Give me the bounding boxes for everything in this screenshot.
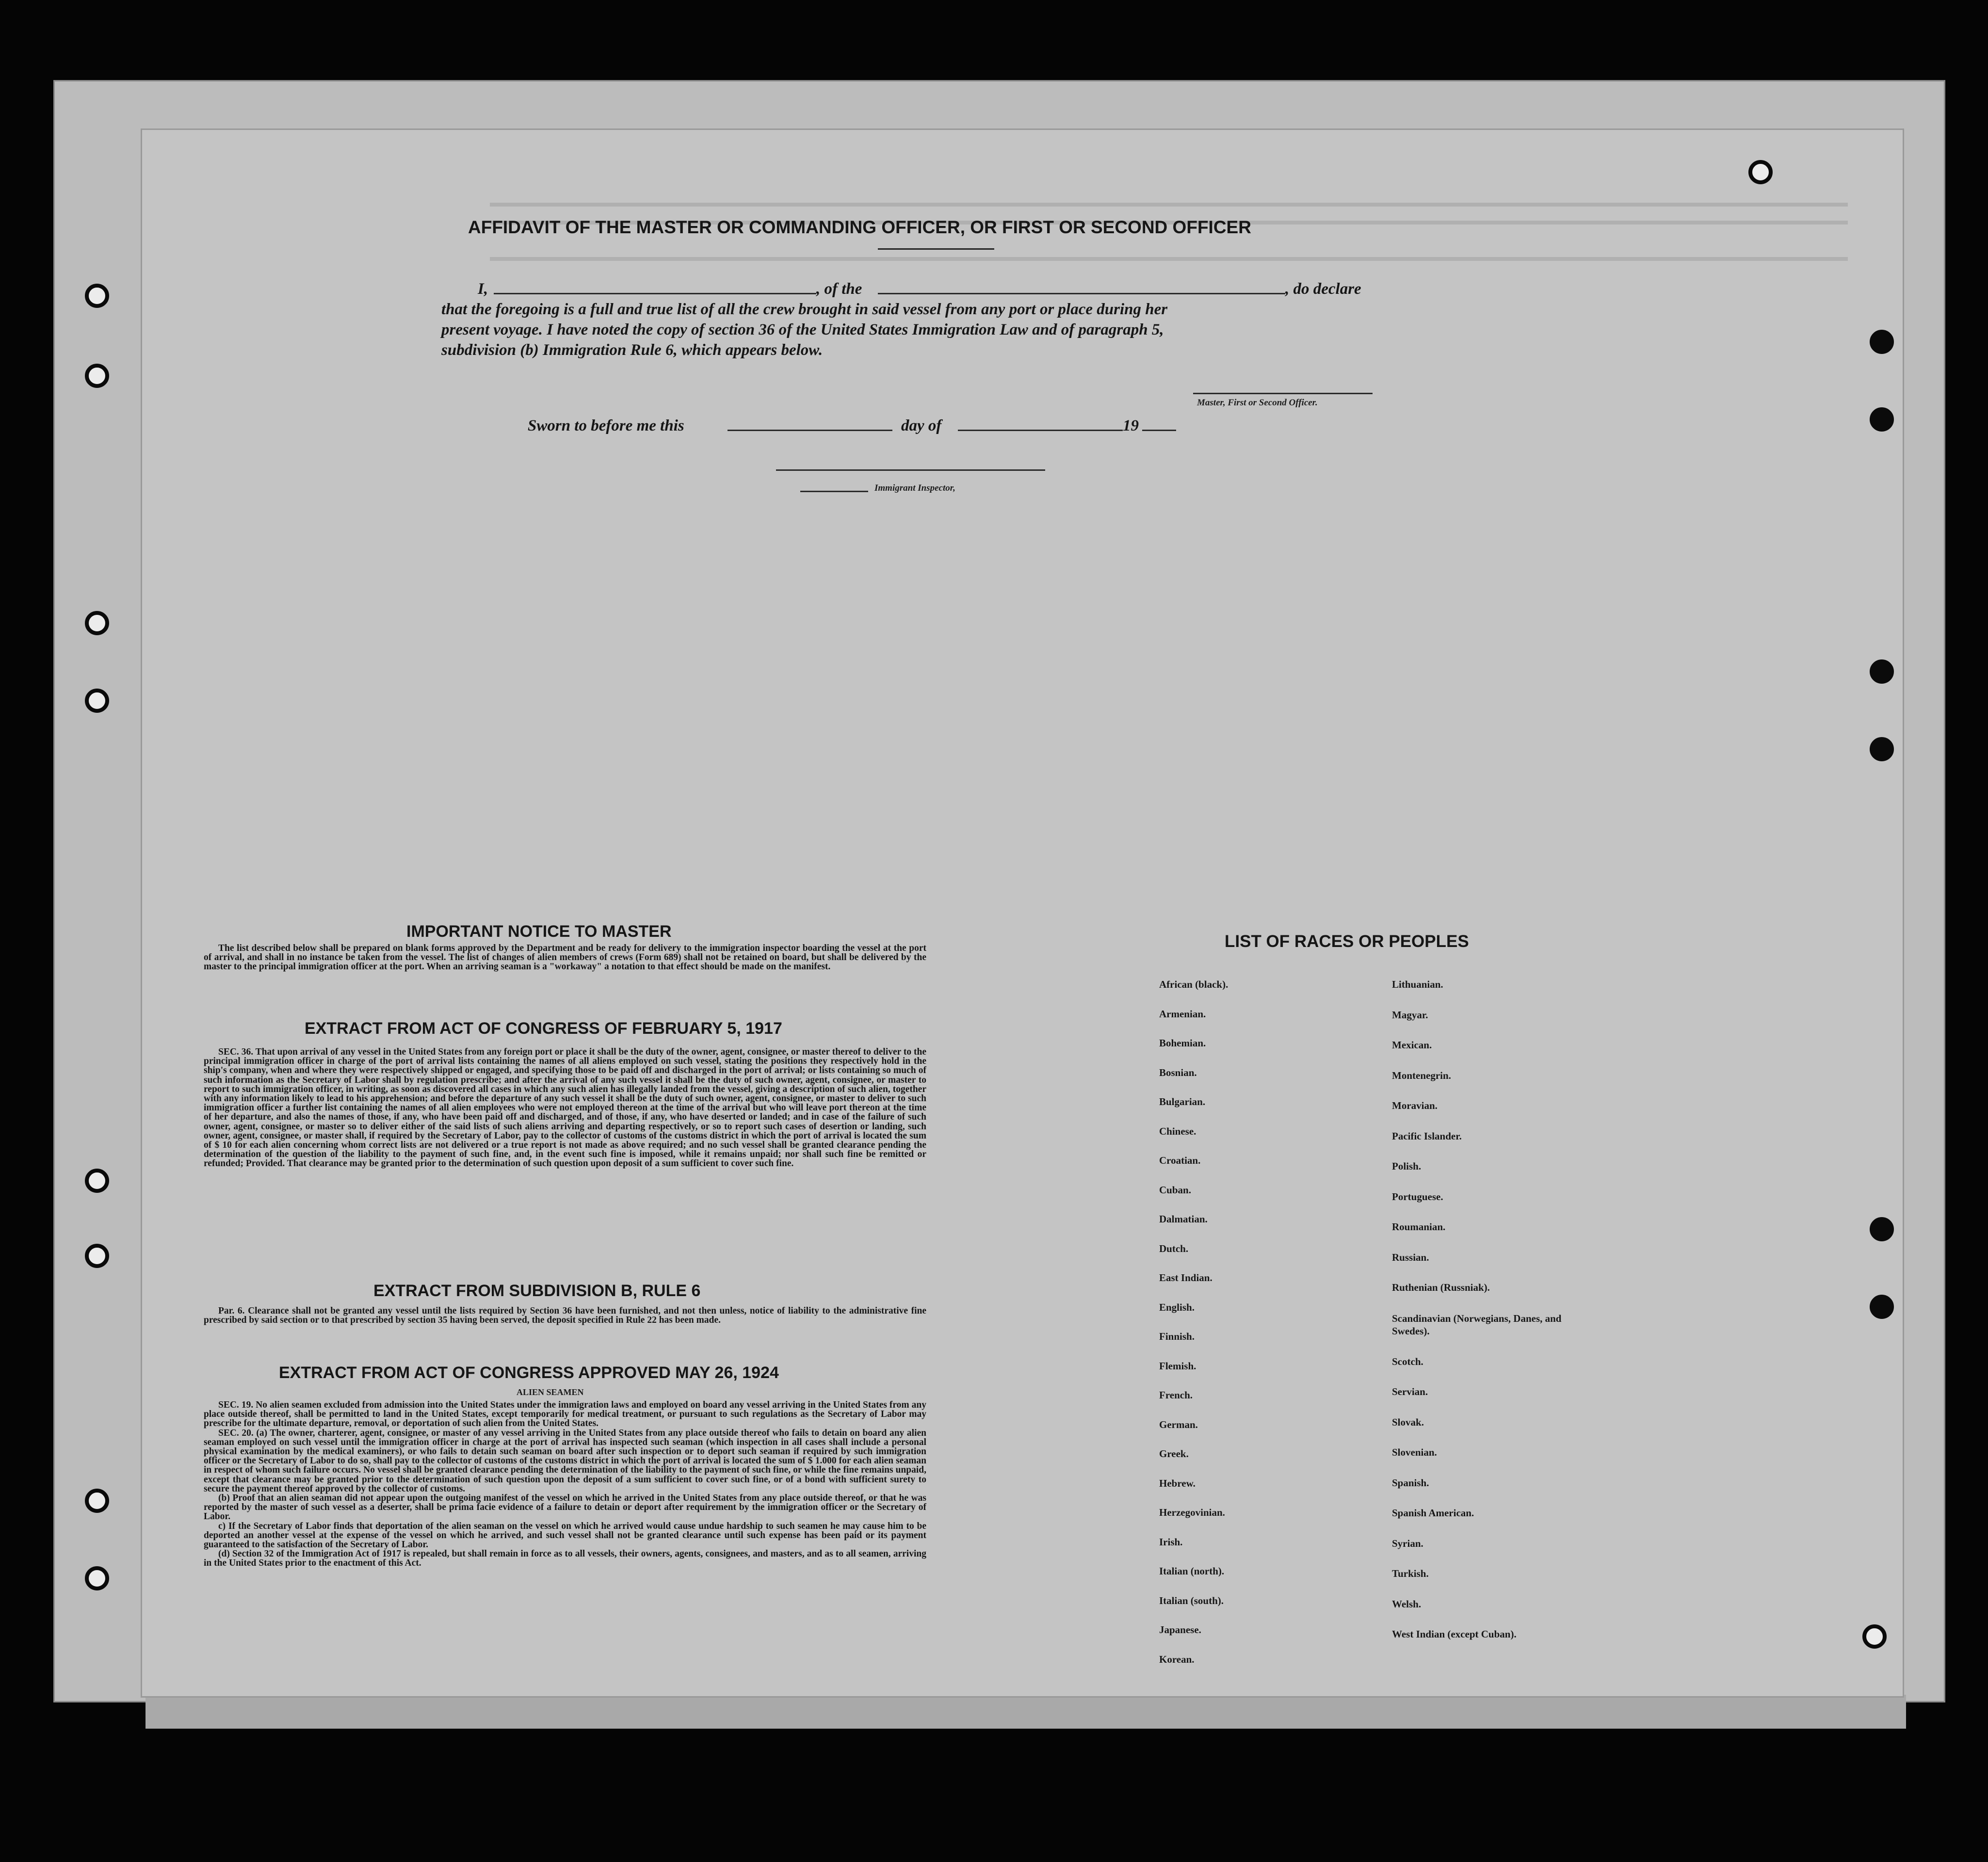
race-item: Bulgarian.: [1159, 1096, 1206, 1108]
sworn-label: Sworn to before me this: [528, 417, 684, 434]
race-item: Italian (south).: [1159, 1594, 1224, 1606]
affidavit-title: AFFIDAVIT OF THE MASTER OR COMMANDING OFFICER, OR FIRST OR SECOND OFFICER: [468, 217, 1251, 237]
extract-1917-text: SEC. 36. That upon arrival of any vessel in the United States from any foreign port or place it shall be the duty of the owner, agent, consignee, or master thereof to deliver to the principal immigration officer in charge of the port of arrival lists containing the names of all aliens employed on such vessel, stating the positions they respectively hold in the ship's company, when and where they were respectively shipped or engaged, and specifying those to be paid off and discharged in the port of arrival; or lists containing so much of such information as the Secretary of Labor shall by regulation prescribe; and after the arrival of any such vessel it shall be the duty of such owner, agent, consignee, or master to report to such immigration officer, in writing, as soon as discovered all cases in which any such alien has illegally landed from the vessel, giving a description of such alien, together with any information likely to lead to his apprehension; and before the departure of any such vessel it shall be the duty of such owner, agent, consignee, or master to deliver to such immigration officer a further list containing the names of all alien employees who were not employed thereon at the time of the arrival but who will leave port thereon at the time of her departure, and also the names of those, if any, who have been paid off and discharged, and of those, if any, who have deserted or landed; and in case of the failure of such owner, agent, consignee, or master so to deliver either of the said lists of such aliens arriving and departing respectively, or so to report such cases of desertion or landing, such owner, agent, consignee, or master shall, if required by the Secretary of Labor, pay to the collector of customs of the customs district in which the port of arrival is located the sum of $ 10 for each alien concerning whom correct lists are not delivered or a true report is not made as above required; and no such vessel shall be granted clearance pending the determination of the question of the liability to the payment of such fine, and, in the event such fine is imposed, while it remains unpaid; nor shall such fine be remitted or refunded; Provided. That clearance may be granted prior to the determination of such question upon deposit of a sum sufficient to cover such fine.: [204, 1047, 926, 1169]
master-signature-line: [1193, 393, 1373, 394]
race-item: Slovenian.: [1392, 1446, 1437, 1458]
inspector-label: Immigrant Inspector,: [874, 483, 955, 493]
race-item: Roumanian.: [1392, 1221, 1446, 1233]
extract-1917-text-block: [204, 1047, 926, 1169]
punch-hole: [1870, 1295, 1894, 1319]
punch-hole: [85, 611, 109, 635]
race-item: Bosnian.: [1159, 1066, 1197, 1078]
race-item: Scandinavian (Norwegians, Danes, and Swedes).: [1392, 1312, 1562, 1337]
show-through-line: [490, 257, 1848, 261]
punch-hole: [85, 364, 109, 388]
notice-title: IMPORTANT NOTICE TO MASTER: [406, 922, 672, 941]
race-item: Hebrew.: [1159, 1477, 1196, 1489]
race-item: Ruthenian (Russniak).: [1392, 1282, 1490, 1293]
punch-hole: [85, 1489, 109, 1513]
race-item: Korean.: [1159, 1653, 1195, 1665]
sec-20a-paragraph: SEC. 20. (a) The owner, charterer, agent, consignee, or master of any vessel arriving in the United States from any place outside thereof who fails to detain on board any alien seaman employed on such vessel until the immigration officer in charge at the port of arrival has inspected such seaman (which inspection in all cases shall include a personal physical examination by the medical examiners), or who fails to detain such seaman on board after such inspection or to deport such seaman if required by such immigration officer or the Secretary of Labor to do so, shall pay to the collector of customs of the customs district in which the port of arrival is located the sum of $ 1.000 for each alien seaman in respect of whom such failure occurs. No vessel shall be granted clearance pending the determination of the liability to the payment of such fine, or while the fine remains unpaid, except that clearance may be granted prior to the determination of such question upon the deposit of a sum sufficient to cover such fine, or of a bond with sufficient surety to secure the payment thereof approved by the collector of customs.: [204, 1428, 926, 1494]
vessel-blank: [878, 293, 1285, 294]
race-item: Russian.: [1392, 1251, 1429, 1263]
declare-i: I,: [478, 280, 488, 298]
punch-hole: [1748, 160, 1773, 184]
race-item: African (black).: [1159, 979, 1228, 990]
sec-20b-paragraph: (b) Proof that an alien seaman did not appear upon the outgoing manifest of the vessel on which he arrived in the United States from any place outside thereof, or that he was reported by the master of such vessel as a deserter, shall be prima facie evidence of a failure to detain or deport after requirement by the immigration officer or the Secretary of Labor.: [204, 1493, 926, 1522]
notice-text: The list described below shall be prepared on blank forms approved by the Department and be ready for delivery to the immigration inspector boarding the vessel at the port of arrival, and shall in no instance be taken from the vessel. The list of changes of alien members of crews (Form 689) shall not be retained on board, but shall be delivered by the master to the principal immigration officer at the port. When an arriving seaman is a "workaway" a notation to that effect should be made on the manifest.: [204, 943, 926, 972]
race-item: Slovak.: [1392, 1416, 1424, 1428]
race-item: Servian.: [1392, 1386, 1428, 1397]
extract-1924-text-block: [204, 1400, 926, 1568]
punch-hole: [1870, 407, 1894, 432]
extract-1924-title: EXTRACT FROM ACT OF CONGRESS APPROVED MAY 26, 1924: [279, 1364, 779, 1382]
sheet-shadow: [145, 1695, 1906, 1729]
race-item: Greek.: [1159, 1448, 1189, 1460]
race-item: Mexican.: [1392, 1039, 1432, 1051]
sec-20c-paragraph: c) If the Secretary of Labor finds that deportation of the alien seaman on the vessel on which he arrived would cause undue hardship to such seamen he may cause him to be deported an another vessel at the expense of the vessel on which he arrived, and such vessel shall not be granted clearance until such expense has been paid or its payment guaranteed to the satisfaction of the Secretary of Labor.: [204, 1521, 926, 1550]
race-item: Scotch.: [1392, 1355, 1423, 1367]
punch-hole: [85, 689, 109, 713]
punch-hole: [1870, 330, 1894, 354]
alien-seamen-subtitle: ALIEN SEAMEN: [517, 1387, 584, 1397]
year-prefix: 19: [1123, 417, 1139, 434]
race-item: Montenegrin.: [1392, 1069, 1451, 1081]
notice-text-block: [204, 944, 926, 972]
sec-20d-paragraph: (d) Section 32 of the Immigration Act of 1917 is repealed, but shall remain in force as to all vessels, their owners, agents, consignees, and masters, and as to all seamen, arriving in the United States prior to the enactment of this Act.: [204, 1549, 926, 1569]
punch-hole: [1862, 1624, 1887, 1649]
race-item: Spanish.: [1392, 1477, 1429, 1489]
punch-hole: [85, 1244, 109, 1268]
race-item: Syrian.: [1392, 1537, 1423, 1549]
race-item: Polish.: [1392, 1160, 1422, 1172]
punch-hole: [85, 1566, 109, 1590]
year-blank: [1142, 430, 1176, 431]
race-item: Herzegovinian.: [1159, 1507, 1225, 1518]
punch-hole: [1870, 1217, 1894, 1241]
punch-hole: [1870, 659, 1894, 684]
race-item: West Indian (except Cuban).: [1392, 1628, 1517, 1640]
race-item: Cuban.: [1159, 1184, 1191, 1196]
race-item: Dalmatian.: [1159, 1213, 1208, 1225]
sworn-day-blank: [727, 430, 892, 431]
race-item: Moravian.: [1392, 1100, 1438, 1111]
race-item: German.: [1159, 1418, 1198, 1430]
punch-hole: [1870, 737, 1894, 761]
race-item: Dutch.: [1159, 1242, 1189, 1254]
race-item: East Indian.: [1159, 1272, 1212, 1284]
master-signature-label: Master, First or Second Officer.: [1197, 398, 1318, 408]
race-item: Croatian.: [1159, 1155, 1201, 1166]
name-blank: [494, 293, 816, 294]
day-of-label: day of: [901, 417, 942, 434]
race-item: Finnish.: [1159, 1331, 1195, 1342]
inspector-signature-underline: [800, 491, 868, 492]
inspector-signature-line: [776, 469, 1045, 471]
sec-19-paragraph: SEC. 19. No alien seamen excluded from admission into the United States under the immigration laws and employed on board any vessel arriving in the United States from any place outside thereof, shall be permitted to land in the United States, except temporarily for medical treatment, or pursuant to such regulations as the Secretary of Labor may prescribe for the ultimate departure, removal, or deportation of such alien from the United States.: [204, 1400, 926, 1429]
affidavit-body-line-3: subdivision (b) Immigration Rule 6, which appears below.: [441, 341, 823, 359]
race-item: Japanese.: [1159, 1624, 1201, 1636]
extract-1917-title: EXTRACT FROM ACT OF CONGRESS OF FEBRUARY 5, 1917: [305, 1019, 782, 1038]
extract-rule6-text-block: [204, 1306, 926, 1325]
affidavit-body-line-1: that the foregoing is a full and true list of all the crew brought in said vessel from any port or place during her: [441, 301, 1168, 318]
extract-rule6-title: EXTRACT FROM SUBDIVISION B, RULE 6: [373, 1282, 701, 1300]
extract-rule6-text: Par. 6. Clearance shall not be granted any vessel until the lists required by Section 36 have been furnished, and not then unless, notice of liability to the administrative fine prescribed by said section or to that prescribed by section 35 having been served, the deposit specified in Rule 22 has been made.: [204, 1306, 926, 1326]
affidavit-body-line-2: present voyage. I have noted the copy of section 36 of the United States Immigration Law and of paragraph 5,: [441, 321, 1164, 338]
race-item: Armenian.: [1159, 1008, 1206, 1020]
race-item: Turkish.: [1392, 1568, 1429, 1579]
race-item: Portuguese.: [1392, 1190, 1443, 1203]
declare-of-the: , of the: [816, 280, 862, 298]
races-title: LIST OF RACES OR PEOPLES: [1225, 932, 1469, 951]
race-item: Flemish.: [1159, 1360, 1196, 1372]
race-item: Welsh.: [1392, 1598, 1422, 1610]
punch-hole: [85, 284, 109, 308]
race-item: Spanish American.: [1392, 1507, 1474, 1519]
race-item: Irish.: [1159, 1536, 1183, 1548]
race-item: Lithuanian.: [1392, 979, 1443, 990]
declare-end: , do declare: [1285, 280, 1361, 298]
sworn-month-blank: [958, 430, 1123, 431]
punch-hole: [85, 1169, 109, 1193]
race-item: Bohemian.: [1159, 1037, 1206, 1049]
race-item: Italian (north).: [1159, 1565, 1225, 1577]
race-item: Magyar.: [1392, 1009, 1428, 1021]
show-through-line: [490, 203, 1848, 207]
title-underline: [878, 248, 994, 250]
race-item: Chinese.: [1159, 1125, 1196, 1137]
race-item: English.: [1159, 1301, 1195, 1313]
race-item: French.: [1159, 1389, 1193, 1401]
race-item: Pacific Islander.: [1392, 1130, 1462, 1142]
